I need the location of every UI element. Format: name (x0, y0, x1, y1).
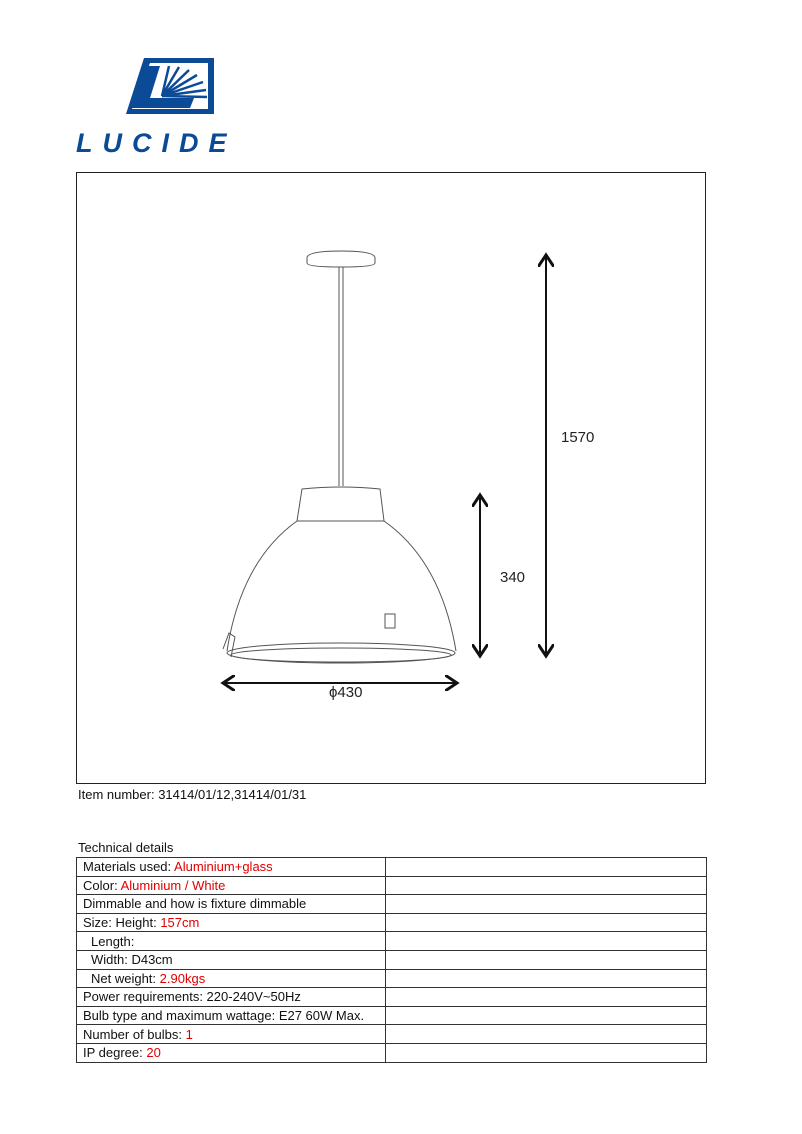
row-label: Color: (83, 877, 121, 893)
row-label-cell (77, 913, 386, 932)
brand-name: LUCIDE (76, 128, 237, 158)
row-value: Aluminium+glass (174, 859, 273, 875)
table-row (77, 858, 707, 877)
row-label: Net weight: (91, 970, 160, 986)
diameter-label: ϕ430 (329, 684, 363, 701)
empty-cell (386, 988, 707, 1007)
dimension-drawing-frame (76, 172, 706, 784)
row-value: 157cm (160, 915, 200, 931)
empty-cell (386, 858, 707, 877)
table-row (77, 932, 707, 951)
table-row (77, 988, 707, 1007)
row-label-cell (77, 876, 386, 895)
row-label: Bulb type and maximum wattage: E27 60W Max. (83, 1008, 365, 1024)
row-label-cell (77, 932, 386, 951)
table-row (77, 1006, 707, 1025)
empty-cell (386, 895, 707, 914)
technical-details-table (76, 857, 707, 1063)
row-label-cell (77, 895, 386, 914)
table-row (77, 1043, 707, 1062)
empty-cell (386, 1006, 707, 1025)
row-label: IP degree: (83, 1045, 147, 1061)
row-label: Materials used: (83, 859, 175, 875)
row-label-cell (77, 1043, 386, 1062)
row-value: 20 (146, 1045, 161, 1061)
row-value: 2.90kgs (159, 970, 206, 986)
table-row (77, 913, 707, 932)
row-label: Dimmable and how is fixture dimmable (83, 896, 307, 912)
row-label: Number of bulbs: (83, 1026, 186, 1042)
empty-cell (386, 913, 707, 932)
row-label-cell (77, 858, 386, 877)
row-value: Aluminium / White (120, 877, 226, 893)
table-row (77, 876, 707, 895)
empty-cell (386, 1025, 707, 1044)
total-height-label: 1570 (561, 429, 595, 446)
table-row (77, 950, 707, 969)
shade-height-label: 340 (500, 569, 526, 586)
table-row (77, 969, 707, 988)
row-value: 1 (185, 1026, 193, 1042)
technical-details-title: Technical details (78, 840, 174, 855)
empty-cell (386, 950, 707, 969)
row-label-cell (77, 988, 386, 1007)
pendant-lamp-drawing (77, 173, 707, 785)
empty-cell (386, 969, 707, 988)
table-row (77, 895, 707, 914)
row-label-cell (77, 1006, 386, 1025)
empty-cell (386, 932, 707, 951)
row-label-cell (77, 1025, 386, 1044)
empty-cell (386, 876, 707, 895)
empty-cell (386, 1043, 707, 1062)
row-label-cell (77, 969, 386, 988)
row-label: Size: Height: (83, 915, 161, 931)
row-label: Power requirements: 220-240V~50Hz (83, 989, 301, 1005)
row-label-cell (77, 950, 386, 969)
row-label: Length: (91, 933, 135, 949)
row-label: Width: D43cm (91, 952, 173, 968)
item-number: Item number: 31414/01/12,31414/01/31 (78, 787, 307, 802)
table-row (77, 1025, 707, 1044)
